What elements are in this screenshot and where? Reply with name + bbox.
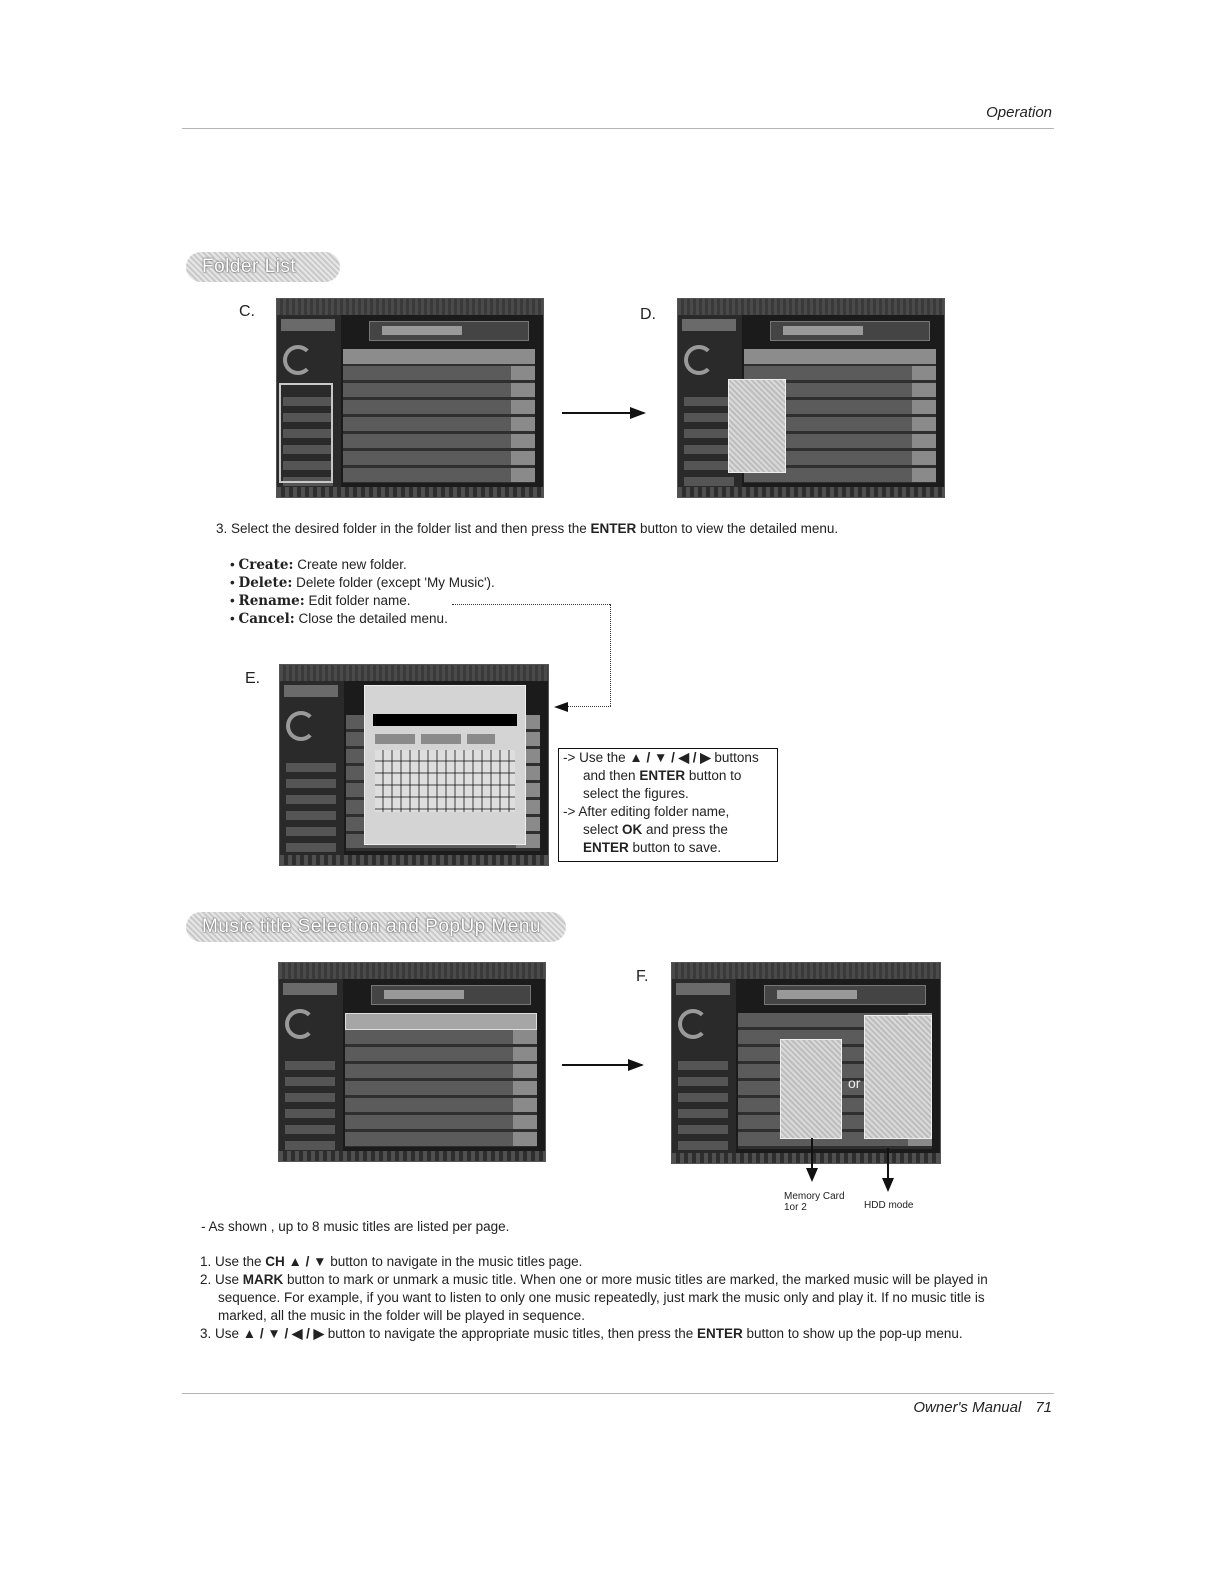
step3-text-a: 3. Select the desired folder in the folder list and then press the xyxy=(216,521,591,536)
step3-text-b: button to view the detailed menu. xyxy=(636,521,839,536)
memory-card-arrow xyxy=(811,1138,813,1178)
figure-f-label: F. xyxy=(636,968,649,985)
screenshot-c xyxy=(276,298,544,498)
screenshot-f xyxy=(671,962,941,1164)
or-separator: or xyxy=(848,1075,861,1091)
music-steps xyxy=(200,1253,1010,1343)
running-header: Operation xyxy=(986,104,1052,121)
music-step-2: 2. Use MARK button to mark or unmark a music title. When one or more music titles are marked, the marked music will be played in sequence. For example, if you want to listen to only one music repeatedly, just mark the music only and play it. If no music title is marked, all the music in the folder will be played in sequence. xyxy=(200,1272,988,1323)
arrow-c-to-d xyxy=(562,412,644,414)
step3-key: ENTER xyxy=(590,521,637,536)
music-step-1: 1. Use the CH ▲ / ▼ button to navigate in the music titles page. xyxy=(200,1254,583,1269)
folder-menu-bullets xyxy=(230,556,495,628)
rename-leader-horizontal xyxy=(452,604,610,605)
bullet-rename: • Rename: Edit folder name. xyxy=(230,593,411,609)
screenshot-d xyxy=(677,298,945,498)
figure-c-label: C. xyxy=(239,303,255,320)
page-number: 71 xyxy=(1035,1399,1052,1416)
footer-manual-title: Owner's Manual xyxy=(913,1399,1022,1416)
music-selection-heading: Music title Selection and PopUp Menu xyxy=(186,912,566,942)
hdd-mode-label: HDD mode xyxy=(864,1200,914,1211)
bullet-cancel: • Cancel: Close the detailed menu. xyxy=(230,611,448,627)
music-note: - As shown , up to 8 music titles are listed per page. xyxy=(201,1219,510,1234)
rename-leader-vertical xyxy=(610,604,611,706)
footer-rule xyxy=(182,1393,1054,1394)
bullet-delete: • Delete: Delete folder (except 'My Music'). xyxy=(230,575,495,591)
rename-leader-bottom xyxy=(566,706,611,707)
rename-instructions-callout: -> Use the ▲ / ▼ / ◀ / ▶ buttons and then ENTER button to select the figures. -> After editing folder name, select OK and press the ENTER button to save. xyxy=(558,748,778,862)
figure-e-label: E. xyxy=(245,670,261,687)
screenshot-e xyxy=(279,664,549,866)
music-step-3: 3. Use ▲ / ▼ / ◀ / ▶ button to navigate the appropriate music titles, then press the ENTER button to show up the pop-up menu. xyxy=(200,1326,963,1341)
rename-leader-arrowhead xyxy=(554,702,568,712)
figure-d-label: D. xyxy=(640,306,656,323)
bullet-create: • Create: Create new folder. xyxy=(230,557,407,573)
folder-step-3 xyxy=(216,520,838,538)
screenshot-music-list xyxy=(278,962,546,1162)
folder-list-heading: Folder List xyxy=(186,252,340,282)
arrow-to-f xyxy=(562,1064,642,1066)
header-rule xyxy=(182,128,1054,129)
running-footer xyxy=(913,1399,1052,1416)
memory-card-label: Memory Card 1or 2 xyxy=(784,1191,845,1213)
hdd-arrow xyxy=(887,1148,889,1188)
